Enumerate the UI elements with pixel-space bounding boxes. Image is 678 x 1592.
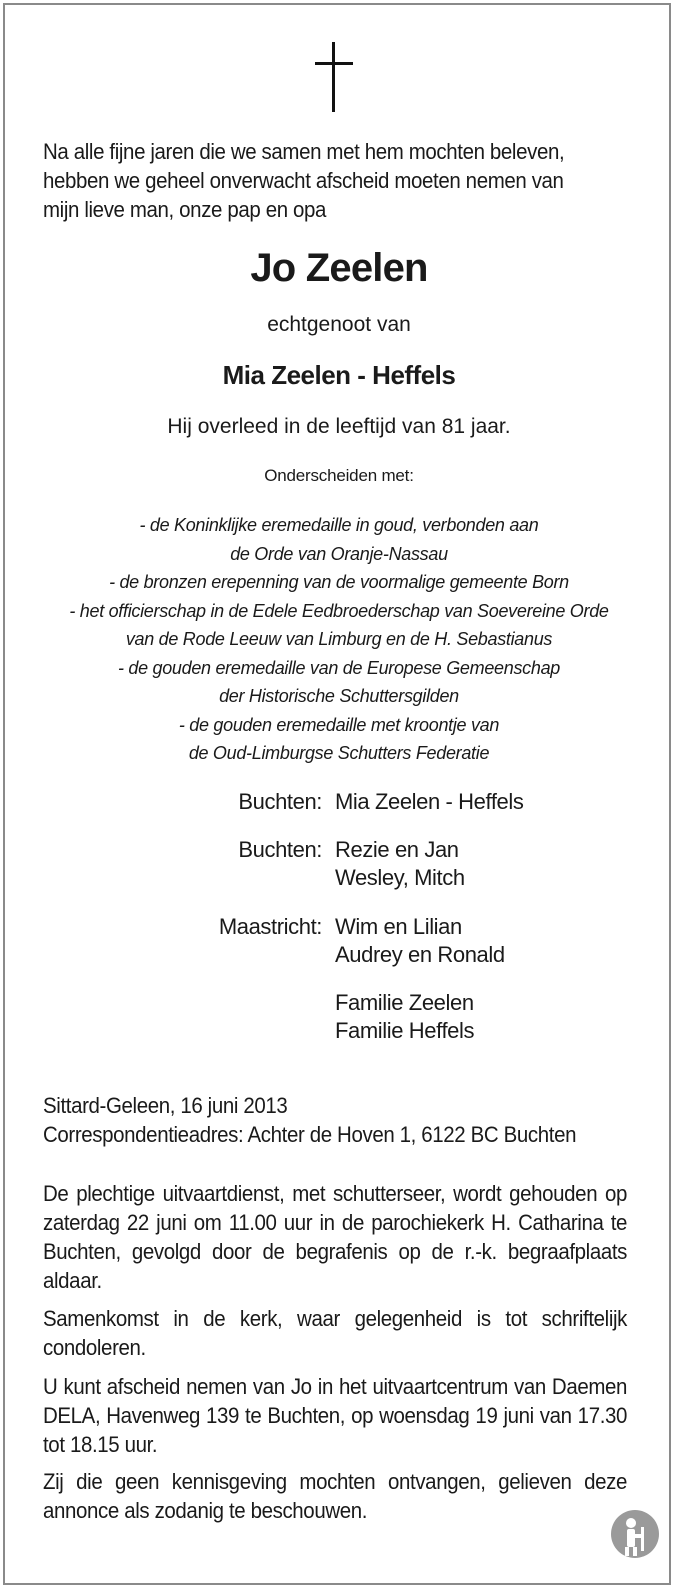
spouse-name: Mia Zeelen - Heffels [222,360,456,390]
honor-line: - de Koninklijke eremedaille in goud, verbonden aan [139,515,539,535]
honor-line: de Oud-Limburgse Schutters Federatie [188,743,490,763]
family-names [335,788,523,816]
service-paragraph: De plechtige uitvaartdienst, met schutterseer, wordt gehouden op zaterdag 22 juni om 11.00 uur in de parochiekerk H. Catharina te Buchten, gevolgd door de begrafenis op de r.-k. begraafplaats aldaar. [43,1181,628,1293]
honors-list [43,511,635,768]
family-names [335,989,474,1045]
intro-line: mijn lieve man, onze pap en opa [43,197,327,222]
honor-line: de Orde van Oranje-Nassau [230,543,448,564]
cross-icon [315,42,353,112]
family-name: Wesley, Mitch [335,865,465,890]
deceased-name: Jo Zeelen [250,246,428,290]
family-place: Maastricht: [218,914,322,939]
family-names [335,836,465,892]
family-name: Audrey en Ronald [335,942,505,967]
age-line: Hij overleed in de leeftijd van 81 jaar. [167,415,511,438]
honors-heading: Onderscheiden met: [264,466,414,485]
honor-line: der Historische Schuttersgilden [219,686,459,706]
gathering-paragraph: Samenkomst in de kerk, waar gelegenheid is tot schriftelijk condoleren. [43,1306,628,1360]
family-name: Rezie en Jan [335,837,459,862]
family-name: Familie Zeelen [335,990,474,1015]
family-name: Familie Heffels [335,1018,475,1043]
place-date: Sittard-Geleen, 16 juni 2013 [43,1093,288,1118]
memorial-logo-icon [611,1510,659,1558]
relation-text: echtgenoot van [267,313,411,336]
honor-line: - de gouden eremedaille met kroontje van [178,714,500,735]
honor-line: - de bronzen erepenning van de voormalige gemeente Born [109,572,569,592]
family-name: Mia Zeelen - Heffels [335,789,524,814]
intro-text [43,137,564,224]
family-name: Wim en Lilian [335,914,462,939]
farewell-paragraph: U kunt afscheid nemen van Jo in het uitvaartcentrum van Daemen DELA, Havenweg 139 te Buchten, op woensdag 19 juni van 17.30 tot 18.15 uur. [43,1374,628,1457]
intro-line: hebben we geheel onverwacht afscheid moeten nemen van [43,168,564,193]
intro-line: Na alle fijne jaren die we samen met hem mochten beleven, [43,139,565,164]
correspondence-address: Correspondentieadres: Achter de Hoven 1, 6122 BC Buchten [43,1122,577,1147]
honor-line: - de gouden eremedaille van de Europese Gemeenschap [117,657,560,678]
family-names [335,913,505,969]
honor-line: - het officierschap in de Edele Eedbroederschap van Soevereine Orde [69,600,609,621]
notice-paragraph: Zij die geen kennisgeving mochten ontvangen, gelieven deze annonce als zodanig te beschouwen. [43,1469,628,1523]
family-place: Buchten: [238,789,322,814]
family-place: Buchten: [238,837,322,862]
honor-line: van de Rode Leeuw van Limburg en de H. Sebastianus [125,629,553,649]
